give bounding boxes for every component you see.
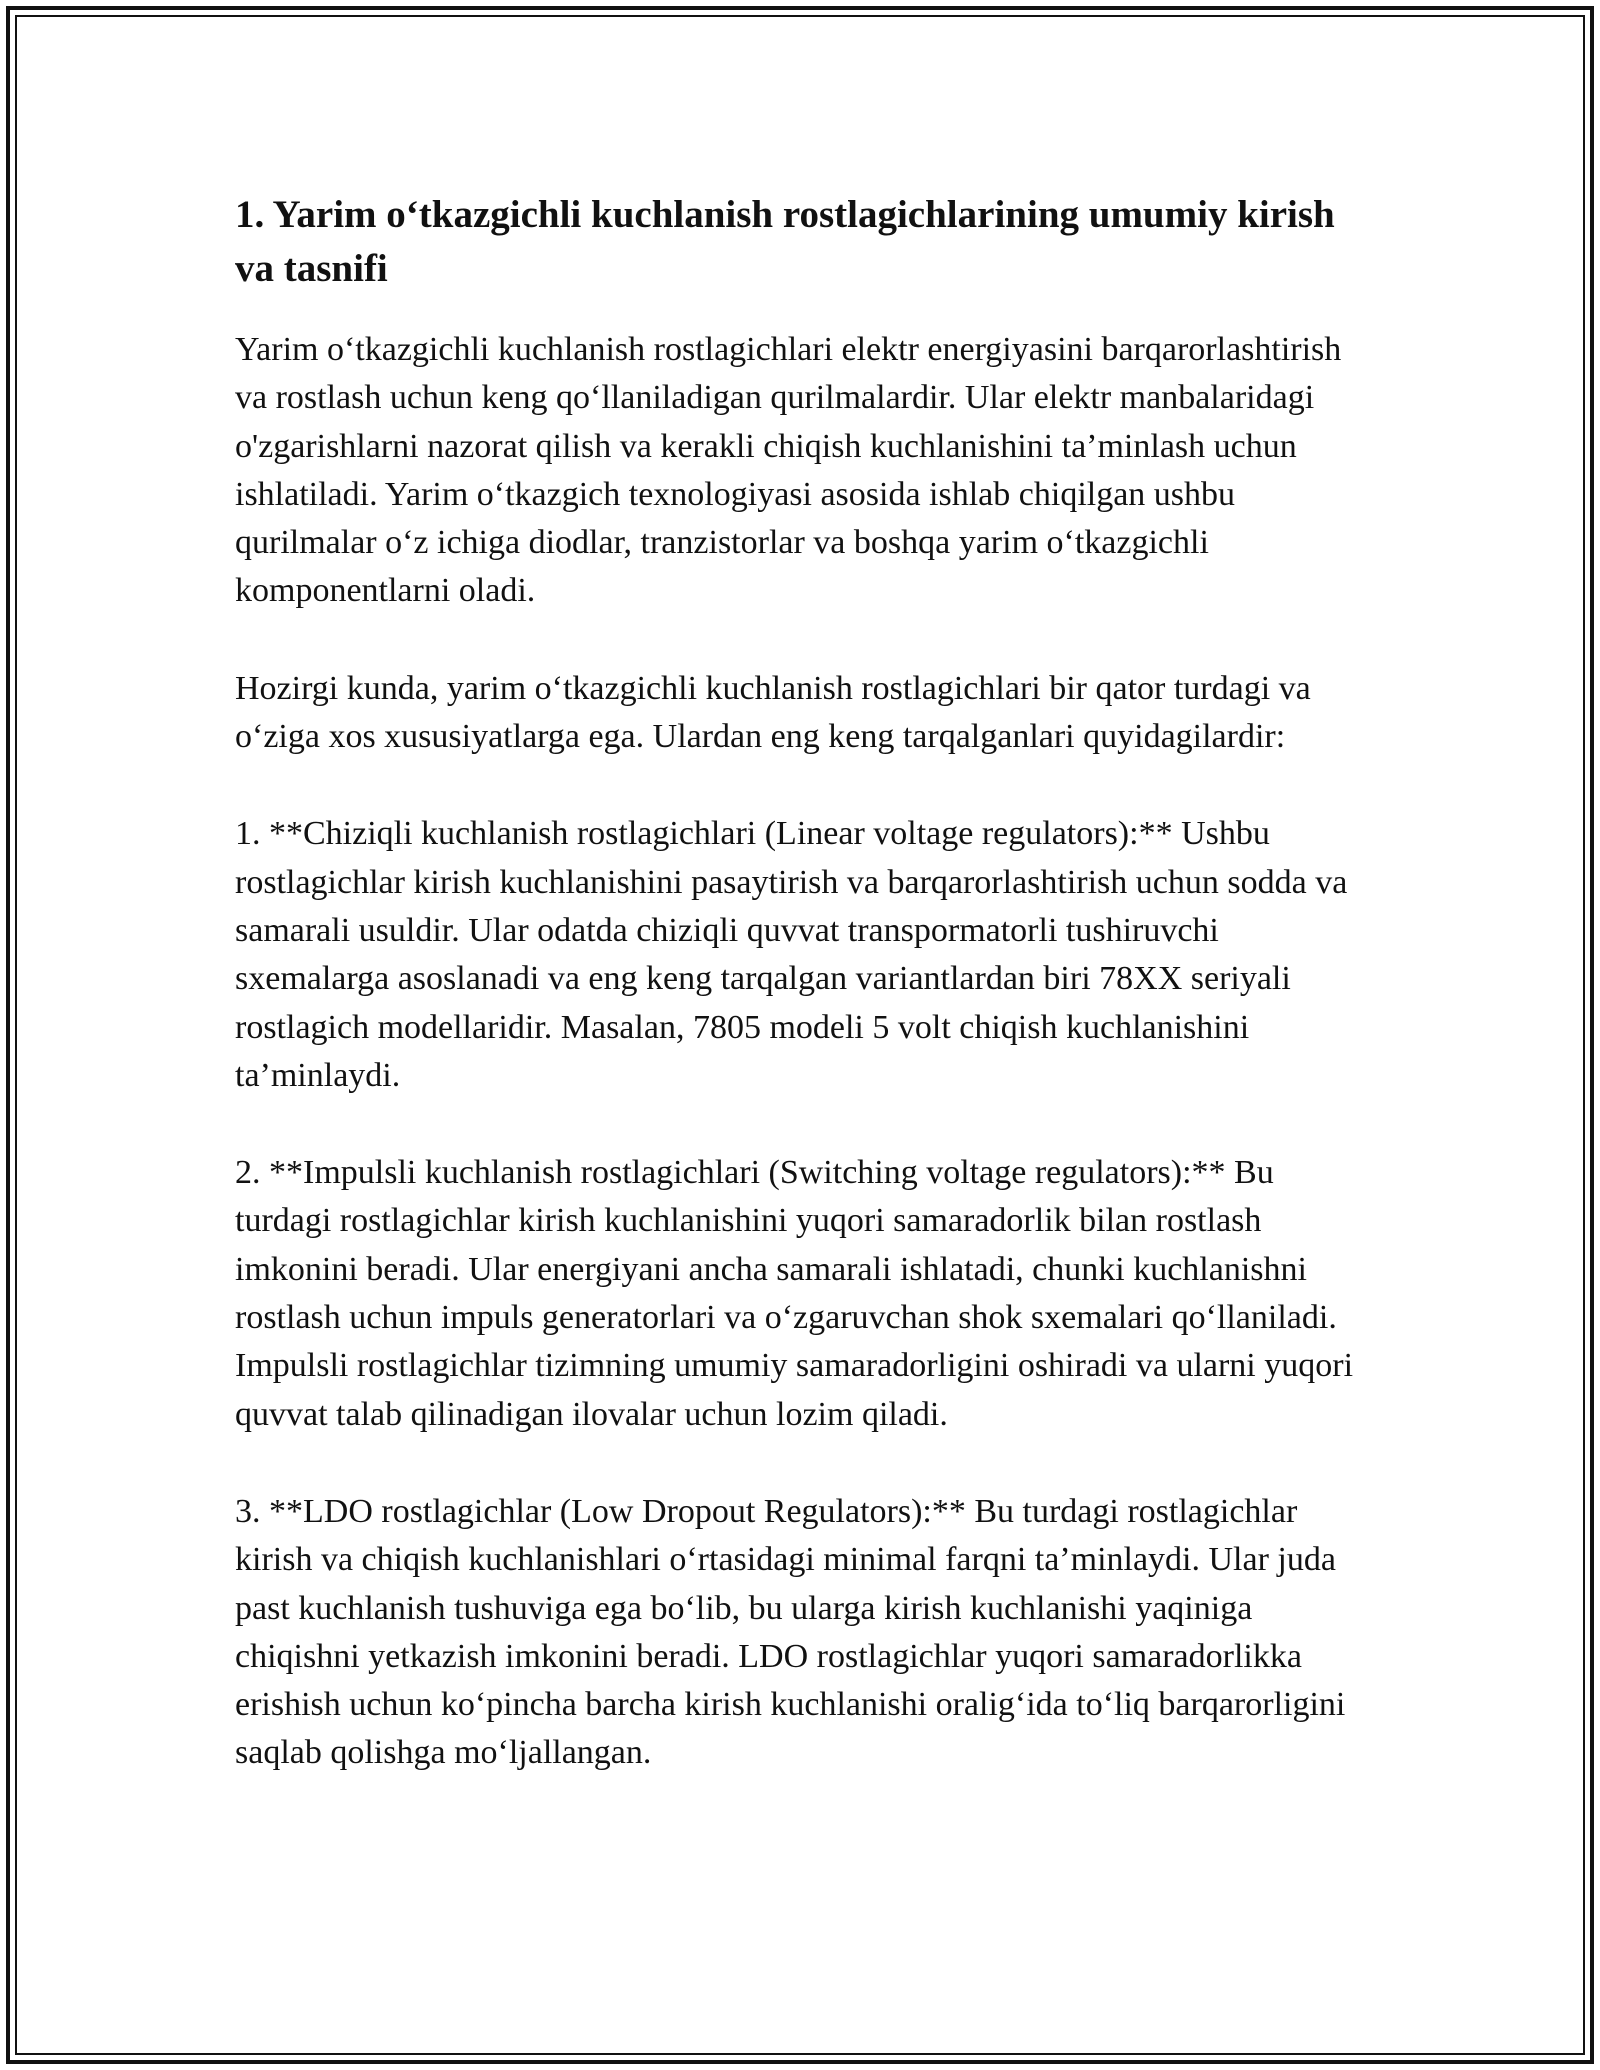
document-body <box>235 188 1375 1827</box>
paragraph-intro: Yarim o‘tkazgichli kuchlanish rostlagichlari elektr energiyasini barqarorlashtirish va rostlash uchun keng qo‘llaniladigan qurilmalardir. Ular elektr manbalaridagi o'zgarishlarni nazorat qilish va kerakli chiqish kuchlanishini ta’minlash uchun ishlatiladi. Yarim o‘tkazgich texnologiyasi asosida ishlab chiqilgan ushbu qurilmalar o‘z ichiga diodlar, tranzistorlar va boshqa yarim o‘tkazgichli komponentlarni oladi. <box>235 331 1342 610</box>
paragraph-switching-regulators: 2. **Impulsli kuchlanish rostlagichlari (Switching voltage regulators):** Bu turdagi rostlagichlar kirish kuchlanishini yuqori samaradorlik bilan rostlash imkonini beradi. Ular energiyani ancha samarali ishlatadi, chunki kuchlanishni rostlash uchun impuls generatorlari va o‘zgaruvchan shok sxemalari qo‘llaniladi. Impulsli rostlagichlar tizimning umumiy samaradorligini oshiradi va ularni yuqori quvvat talab qilinadigan ilovalar uchun lozim qiladi. <box>235 1154 1354 1433</box>
paragraph-ldo-regulators: 3. **LDO rostlagichlar (Low Dropout Regulators):** Bu turdagi rostlagichlar kirish va chiqish kuchlanishlari o‘rtasidagi minimal farqni ta’minlaydi. Ular juda past kuchlanish tushuviga ega bo‘lib, bu ularga kirish kuchlanishi yaqiniga chiqishni yetkazish imkonini beradi. LDO rostlagichlar yuqori samaradorlikka erishish uchun ko‘pincha barcha kirish kuchlanishi oralig‘ida to‘liq barqarorligini saqlab qolishga mo‘ljallangan. <box>235 1492 1346 1772</box>
paragraph-linear-regulators: 1. **Chiziqli kuchlanish rostlagichlari (Linear voltage regulators):** Ushbu rostlagichlar kirish kuchlanishini pasaytirish va barqarorlashtirish uchun sodda va samarali usuldir. Ular odatda chiziqli quvvat transpormatorli tushiruvchi sxemalarga asoslanadi va eng keng tarqalgan variantlardan biri 78XX seriyali rostlagich modellaridir. Masalan, 7805 modeli 5 volt chiqish kuchlanishini ta’minlaydi. <box>235 815 1348 1094</box>
section-heading: 1. Yarim o‘tkazgichli kuchlanish rostlagichlarining umumiy kirish va tasnifi <box>235 193 1335 290</box>
paragraph-types-overview: Hozirgi kunda, yarim o‘tkazgichli kuchlanish rostlagichlari bir qator turdagi va o‘ziga xos xususiyatlarga ega. Ulardan eng keng tarqalganlari quyidagilardir: <box>235 669 1311 756</box>
